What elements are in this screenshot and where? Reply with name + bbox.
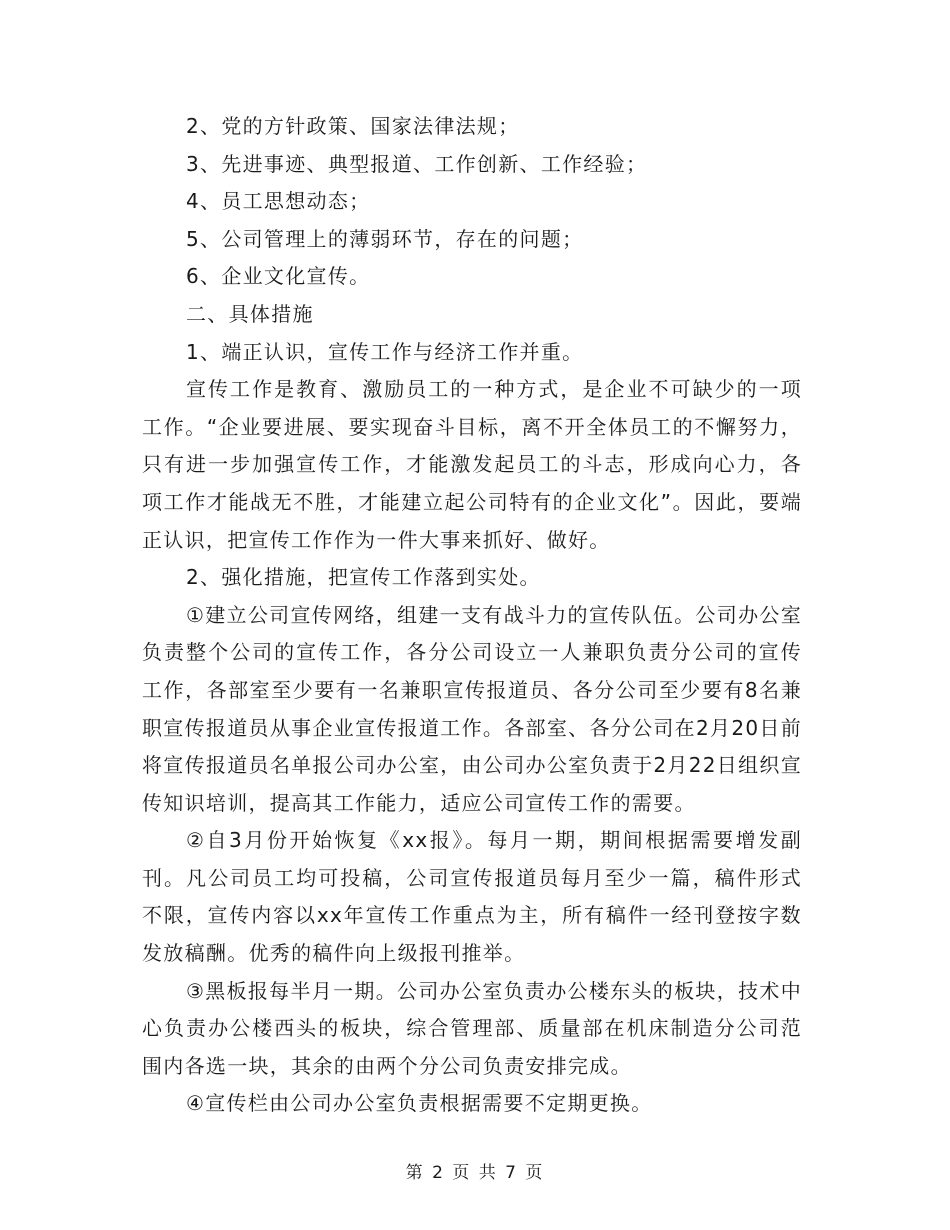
paragraph-item-6: 6、企业文化宣传。 bbox=[186, 264, 371, 289]
document-body bbox=[142, 108, 802, 1123]
paragraph-item-4: 4、员工思想动态； bbox=[186, 189, 371, 214]
page-number-footer: 第 2 页 共 7 页 bbox=[405, 1163, 545, 1183]
measure-heading-1: 1、端正认识，宣传工作与经济工作并重。 bbox=[186, 339, 584, 364]
measure-2-item-1: ①建立公司宣传网络，组建一支有战斗力的宣传队伍。公司办公室负责整个公司的宣传工作，各分公司设立一人兼职负责分公司的宣传工作，各部室至少要有一名兼职宣传报道员、各分公司至少要有8名兼职宣传报道员从事企业宣传报道工作。各部室、各分公司在2月20日前将宣传报道员名单报公司办公室，由公司办公室负责于2月22日组织宣传知识培训，提高其工作能力，适应公司宣传工作的需要。 bbox=[142, 602, 802, 815]
paragraph-item-2: 2、党的方针政策、国家法律法规； bbox=[186, 114, 520, 138]
measure-2-item-2: ②自3月份开始恢复《xx报》。每月一期，期间根据需要增发副刊。凡公司员工均可投稿，公司宣传报道员每月至少一篇，稿件形式不限，宣传内容以xx年宣传工作重点为主，所有稿件一经刊登按字数发放稿酬。优秀的稿件向上级报刊推举。 bbox=[142, 828, 802, 966]
paragraph-item-5: 5、公司管理上的薄弱环节，存在的问题； bbox=[186, 226, 584, 251]
measure-1-body: 宣传工作是教育、激励员工的一种方式，是企业不可缺少的一项工作。“企业要进展、要实现奋斗目标，离不开全体员工的不懈努力，只有进一步加强宣传工作，才能激发起员工的斗志，形成向心力，各项工作才能战无不胜，才能建立起公司特有的企业文化”。因此，要端正认识，把宣传工作作为一件大事来抓好、做好。 bbox=[142, 377, 802, 552]
paragraph-item-3: 3、先进事迹、典型报道、工作创新、工作经验； bbox=[186, 151, 648, 176]
section-heading: 二、具体措施 bbox=[186, 301, 314, 326]
measure-2-item-4: ④宣传栏由公司办公室负责根据需要不定期更换。 bbox=[186, 1091, 653, 1116]
measure-2-item-3: ③黑板报每半月一期。公司办公室负责办公楼东头的板块，技术中心负责办公楼西头的板块，综合管理部、质量部在机床制造分公司范围内各选一块，其余的由两个分公司负责安排完成。 bbox=[142, 978, 802, 1078]
measure-heading-2: 2、强化措施，把宣传工作落到实处。 bbox=[186, 565, 541, 590]
